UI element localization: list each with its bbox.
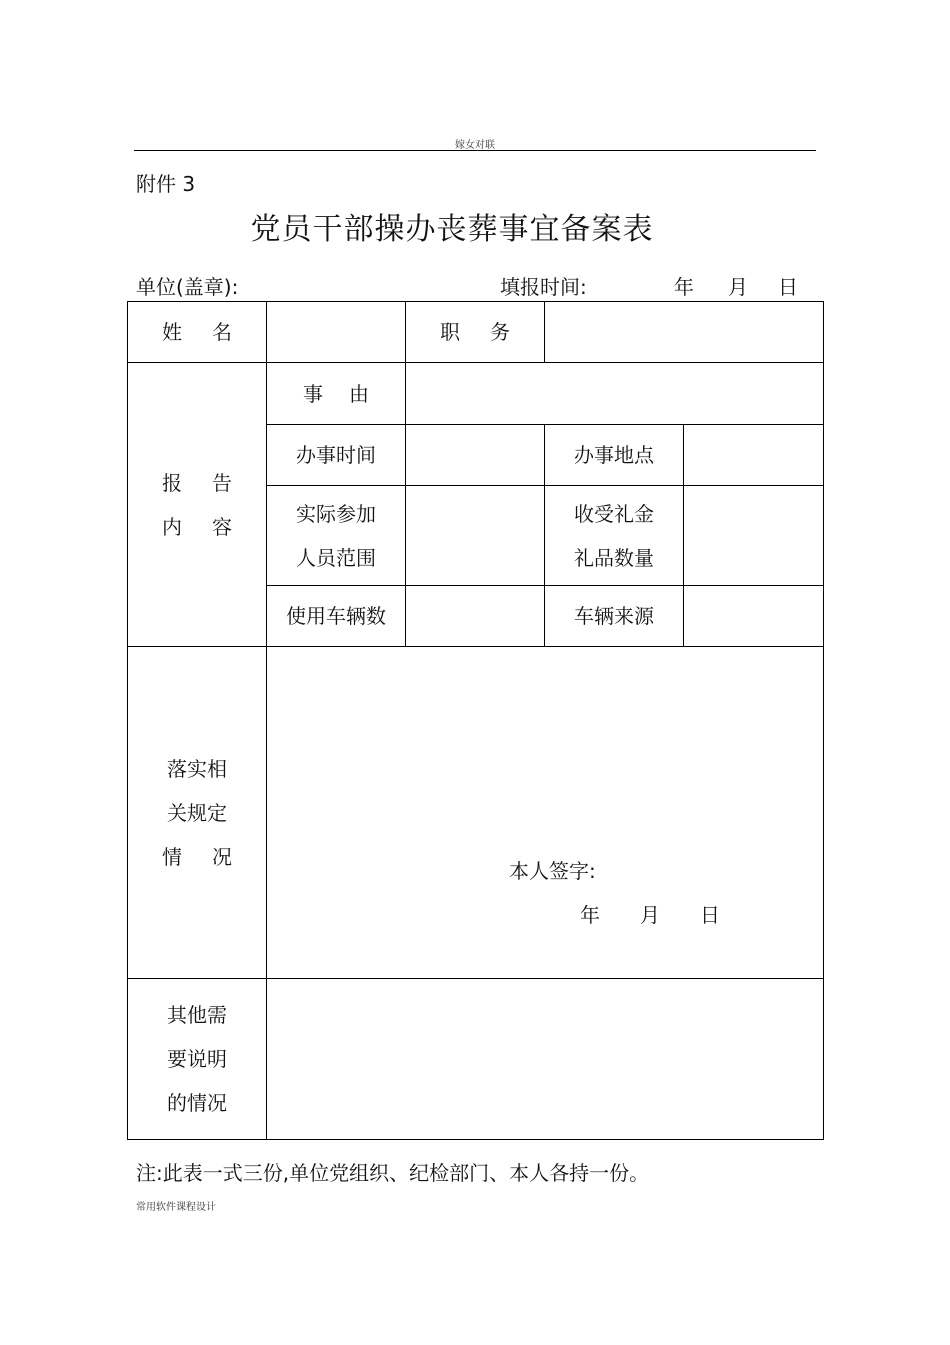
position-value-cell[interactable] — [545, 302, 824, 363]
table-row — [128, 647, 824, 979]
other-label-line2: 要说明 — [167, 1047, 227, 1071]
implementation-label-line2: 关规定 — [167, 800, 227, 825]
reason-value-cell[interactable] — [406, 363, 824, 425]
gifts-label-line1: 收受礼金 — [574, 501, 654, 526]
table-row — [128, 979, 824, 1140]
participants-label-line2: 人员范围 — [296, 545, 376, 570]
participants-label-line1: 实际参加 — [296, 501, 376, 526]
other-label-cell — [128, 979, 267, 1140]
participants-value-cell[interactable] — [406, 486, 545, 586]
participants-label-cell — [267, 486, 406, 586]
name-label-cell — [128, 302, 267, 363]
reason-label-cell — [267, 363, 406, 425]
page-title: 党员干部操办丧葬事宜备案表 — [250, 212, 654, 247]
other-label-line3: 的情况 — [167, 1091, 227, 1115]
implementation-label-line1: 落实相 — [167, 756, 227, 781]
unit-seal-label: 单位(盖章): — [136, 275, 239, 299]
reason-label: 事由 — [303, 381, 395, 406]
vehicle-source-label-cell — [545, 586, 684, 647]
place-value-cell[interactable] — [684, 425, 824, 486]
table-row — [128, 363, 824, 425]
position-label-cell — [406, 302, 545, 363]
signature-date — [580, 903, 720, 927]
place-label: 办事地点 — [574, 443, 654, 467]
implementation-value-cell[interactable] — [267, 647, 824, 979]
report-content-label-cell — [128, 363, 267, 647]
time-label-cell — [267, 425, 406, 486]
implementation-label-line3: 情况 — [162, 844, 262, 869]
fill-date-month: 月 — [728, 275, 748, 299]
table-row — [128, 302, 824, 363]
implementation-label-cell — [128, 647, 267, 979]
attachment-label: 附件 3 — [136, 172, 196, 196]
fill-date — [674, 271, 798, 300]
gifts-label-line2: 礼品数量 — [574, 545, 654, 570]
vehicle-source-value-cell[interactable] — [684, 586, 824, 647]
name-label: 姓名 — [162, 320, 262, 344]
filing-form-table — [127, 301, 824, 1140]
time-value-cell[interactable] — [406, 425, 545, 486]
gifts-label-cell — [545, 486, 684, 586]
report-label-line1: 报告 — [162, 470, 262, 495]
fill-time-label: 填报时间: — [500, 275, 587, 299]
other-value-cell[interactable] — [267, 979, 824, 1140]
name-value-cell[interactable] — [267, 302, 406, 363]
report-label-line2: 内容 — [162, 514, 262, 539]
vehicles-value-cell[interactable] — [406, 586, 545, 647]
fill-date-day: 日 — [778, 275, 798, 299]
header-divider — [134, 150, 816, 151]
page-footer-text: 常用软件课程设计 — [136, 1202, 216, 1213]
gifts-value-cell[interactable] — [684, 486, 824, 586]
time-label: 办事时间 — [296, 443, 376, 467]
page-header-text: 嫁女对联 — [455, 140, 495, 151]
vehicles-label: 使用车辆数 — [286, 604, 386, 628]
vehicles-label-cell — [267, 586, 406, 647]
position-label: 职务 — [440, 320, 540, 344]
footnote: 注:此表一式三份,单位党组织、纪检部门、本人各持一份。 — [136, 1161, 650, 1185]
vehicle-source-label: 车辆来源 — [574, 604, 654, 628]
other-label-line1: 其他需 — [167, 1003, 227, 1027]
fill-date-year: 年 — [674, 275, 694, 299]
signature-date-year: 年 — [580, 903, 600, 927]
signature-label: 本人签字: — [509, 859, 596, 883]
signature-date-day: 日 — [700, 903, 720, 927]
signature-date-month: 月 — [640, 903, 660, 927]
place-label-cell — [545, 425, 684, 486]
